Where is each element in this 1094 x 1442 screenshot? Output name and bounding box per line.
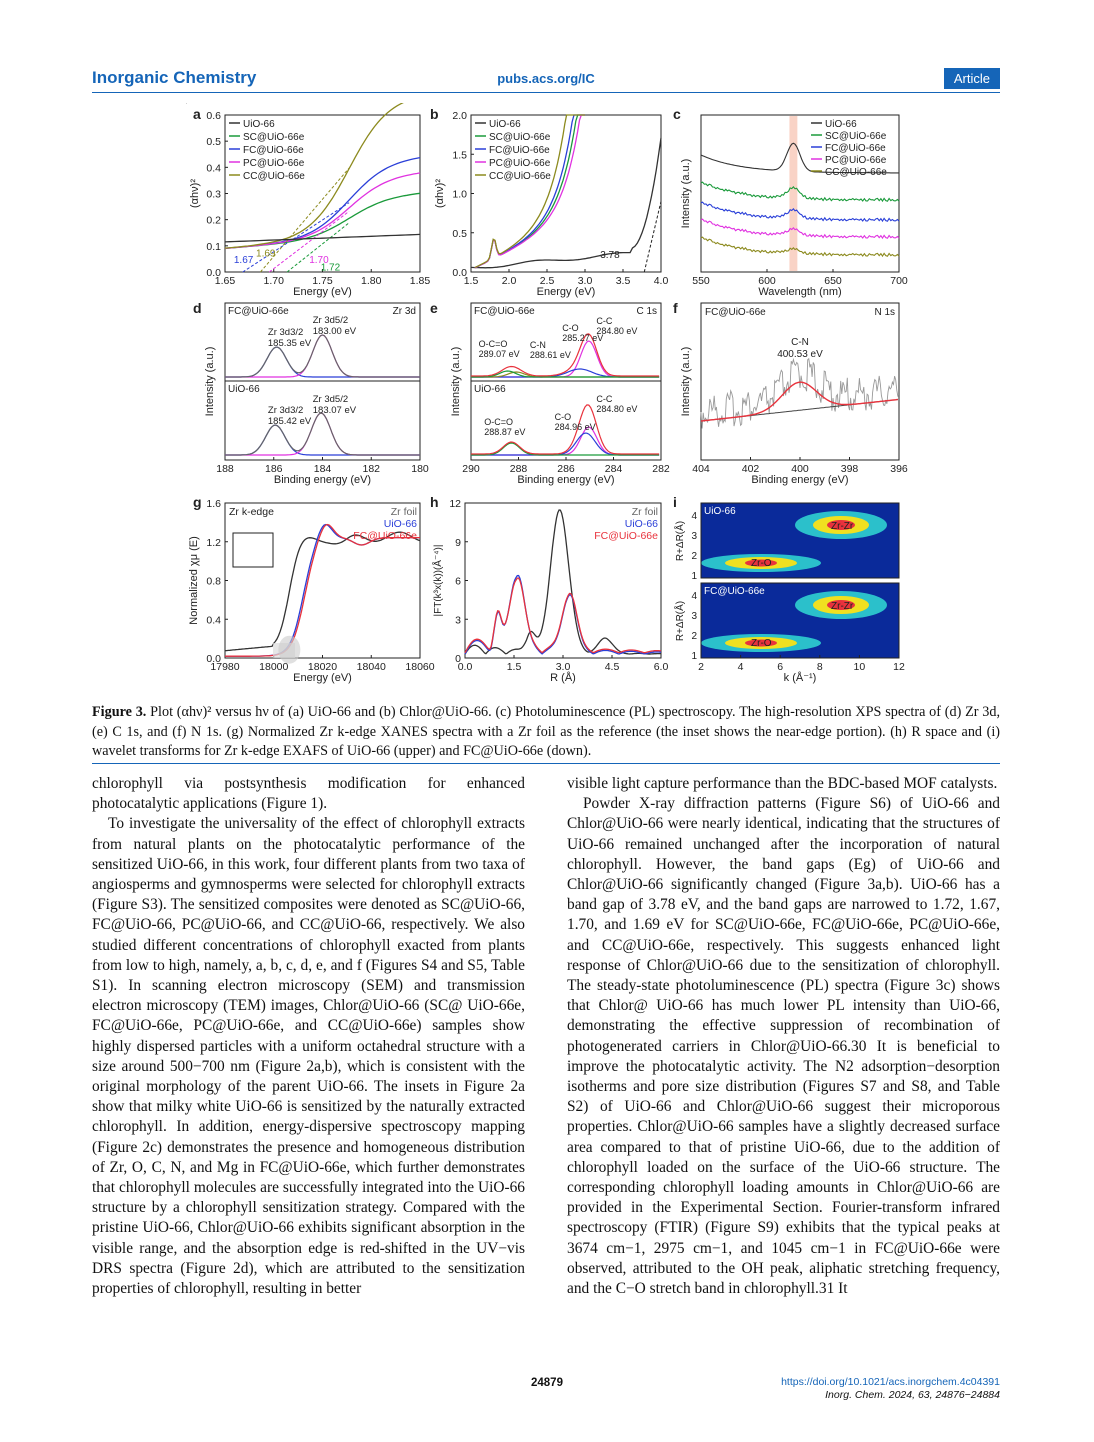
panel-g-inset-frame <box>233 533 273 567</box>
figure-svg <box>185 103 909 693</box>
panel-f-top-title: FC@UiO-66e <box>705 307 766 318</box>
panel-e-xtick-label: 282 <box>652 463 670 475</box>
panel-b-ytick-label: 1.0 <box>452 188 467 201</box>
panel-i-xtick-label: 4 <box>737 661 744 673</box>
panel-a-line-PC@UiO-66e <box>225 173 420 248</box>
panel-b-ytick-label: 0.0 <box>452 267 467 279</box>
panel-a-line-uio66 <box>225 234 420 242</box>
panel-a-ylabel: (αhν)² <box>189 179 201 208</box>
panel-c-legend-label: SC@UiO-66e <box>825 131 887 142</box>
panel-g-ytick-label: 1.6 <box>206 498 221 510</box>
panel-g-xlabel: Energy (eV) <box>293 672 352 684</box>
panel-d-bottom-peak <box>225 425 420 455</box>
panel-i-xtick-label: 2 <box>698 661 704 673</box>
panel-i-ytick-label: 1 <box>691 571 697 582</box>
panel-a-legend-label: UiO-66 <box>243 119 275 130</box>
panel-c-xtick-label: 650 <box>824 275 842 287</box>
panel-d-label: 183.00 eV <box>312 326 357 337</box>
panel-i-ytick-label: 4 <box>691 591 697 602</box>
panel-d-bottom-title: UiO-66 <box>228 384 260 395</box>
panel-b-xtick-label: 3.5 <box>615 275 631 287</box>
panel-g-legend-label: Zr foil <box>390 506 417 518</box>
caption-text: Plot (αhν)² versus hν of (a) UiO-66 and (b) Chlor@UiO-66. (c) Photoluminescence (PL) spectroscopy. The high-resolution XPS spectra of (d) Zr 3d, (e) C 1s, and (f) N 1s. (g) Normalized Zr k-edge XANES spectra with a Zr foil as the reference (the inset shows the near-edge portion). (h) R space and (i) wavelet transforms for Zr k-edge EXAFS of UiO-66 (upper) and FC@UiO-66e (down). <box>92 704 1000 759</box>
panel-a-gap: 1.70 <box>309 254 329 266</box>
panel-e-xtick-label: 284 <box>604 463 623 475</box>
panel-h-ytick-label: 3 <box>455 614 461 627</box>
panel-f-label: 400.53 eV <box>777 349 823 360</box>
panel-i-ylabel: R+ΔR(Å) <box>675 600 686 642</box>
panel-d-label: Zr 3d5/2 <box>312 394 349 405</box>
panel-f-xtick-label: 396 <box>890 463 908 475</box>
panel-i-title: FC@UiO-66e <box>704 586 765 597</box>
article-badge: Article <box>944 68 1000 89</box>
panel-b-ytick-label: 2.0 <box>452 110 467 122</box>
panel-i-title: UiO-66 <box>704 506 736 517</box>
panel-d-label: 185.42 eV <box>267 416 312 427</box>
panel-b-ylabel: (αhν)² <box>434 179 446 208</box>
panel-b-xtick-label: 4.0 <box>653 275 669 287</box>
left-paragraph-2: To investigate the universality of the effect of chlorophyll extracts from natural plants on the photocatalytic performance of the sensitized UiO-66, in this work, four different plants from two taxa of angiosperms and gymnosperms were selected for chlorophyll extracts (Figure S3). The sensitized composites were denoted as SC@UiO-66, FC@UiO-66, PC@UiO-66, and CC@UiO-66, respectively. We also studied different concentrations of chlorophyll exacted from plants from low to high, namely, a, b, c, d, e, and f (Figures S4 and S5, Table S1). In scanning electron microscopy (SEM) and transmission electron microscopy (TEM) images, Chlor@UiO-66 (SC@ UiO-66e, FC@UiO-66e, PC@UiO-66e, and CC@UiO-66e) samples show highly dispersed particles with a uniform octahedral structure with a size around 500−700 nm (Figure 2a,b), which is consistent with the original morphology of the parent UiO-66. The insets in Figure 2a show that milky white UiO-66 is sensitized by the naturally extracted chlorophyll. In addition, energy-dispersive spectroscopy mapping (Figure 2c) demonstrates the presence and homogeneous distribution of Zr, O, C, N, and Mg in FC@UiO-66e, which further demonstrates that chlorophyll molecules are successfully integrated into the UiO-66 structure by a chlorophyll sensitization strategy. Compared with the pristine UiO-66, Chlor@UiO-66 exhibits significant absorption in the visible range, and the absorption edge is red-shifted in the UV−vis DRS spectra (Figure 2d), which are attributed to the sensitization properties of chlorophyll, resulting in better <box>92 815 525 1298</box>
panel-a-xtick-label: 1.80 <box>361 275 382 287</box>
panel-g-ytick-label: 0.0 <box>206 653 221 665</box>
panel-g-xtick-label: 18040 <box>356 661 386 673</box>
panel-b-letter: b <box>430 106 439 122</box>
panel-e-ylabel: Intensity (a.u.) <box>450 346 462 417</box>
panel-c-xtick-label: 600 <box>758 275 776 287</box>
panel-e-label: 288.61 eV <box>529 350 571 360</box>
panel-a-gap: 1.67 <box>233 254 254 266</box>
panel-e-region: C 1s <box>636 306 657 317</box>
panel-a-legend-label: PC@UiO-66e <box>243 158 305 169</box>
panel-d-xtick-label: 180 <box>411 463 429 475</box>
panel-g-ytick-label: 0.4 <box>206 614 221 627</box>
panel-e-top-title: FC@UiO-66e <box>474 306 535 317</box>
panel-d-label: Zr 3d5/2 <box>312 315 349 326</box>
panel-h-ylabel: |FT(k³x(k))(Å⁻⁴)| <box>433 544 444 617</box>
panel-h-xtick-label: 3.0 <box>555 661 571 673</box>
panel-i-xlabel: k (Å⁻¹) <box>783 672 817 684</box>
panel-f-xlabel: Binding energy (eV) <box>751 474 849 486</box>
panel-c-line-PC@UiO-66e <box>701 219 899 238</box>
panel-e-xtick-label: 290 <box>462 463 480 475</box>
panel-b-legend-label: PC@UiO-66e <box>489 158 551 169</box>
panel-f-xtick-label: 402 <box>741 463 760 475</box>
panel-g-legend-label: FC@UiO-66e <box>353 530 417 542</box>
panel-e-label: C-O <box>562 323 579 333</box>
page-number: 24879 <box>531 1377 563 1389</box>
header-rule <box>92 92 1000 93</box>
panel-i-xtick-label: 10 <box>853 661 866 673</box>
page-header <box>92 68 1000 90</box>
panel-a-ytick-label: 0.5 <box>206 136 221 149</box>
panel-g-title: Zr k-edge <box>229 506 274 518</box>
panel-d-label: Zr 3d3/2 <box>267 405 304 416</box>
panel-a-xtick-label: 1.70 <box>263 275 284 287</box>
panel-e-label: 284.96 eV <box>554 422 596 432</box>
panel-d-top-peak <box>225 335 420 377</box>
panel-a-legend-label: FC@UiO-66e <box>243 145 304 156</box>
panel-i-ytick-label: 4 <box>691 511 697 522</box>
panel-d-label: Zr 3d3/2 <box>267 327 304 338</box>
panel-a-ytick-label: 0.4 <box>206 162 221 175</box>
panel-d-label: 185.35 eV <box>267 338 312 349</box>
panel-a-ytick-label: 0.0 <box>206 267 221 279</box>
panel-g-ytick-label: 1.2 <box>206 536 221 549</box>
panel-d-xlabel: Binding energy (eV) <box>273 474 372 486</box>
panel-i-label: Zr-Zr <box>831 601 854 612</box>
panel-i-ytick-label: 2 <box>691 551 697 562</box>
panel-f-label: C-N <box>791 337 809 348</box>
footer-doi[interactable]: https://doi.org/10.1021/acs.inorgchem.4c04391 <box>781 1376 1000 1388</box>
panel-h-xtick-label: 4.5 <box>604 661 620 673</box>
panel-b-gap: 3.78 <box>600 249 620 261</box>
panel-c-legend-label: CC@UiO-66e <box>825 167 887 178</box>
panel-g-xtick-label: 18020 <box>307 661 338 673</box>
panel-e-label: 284.80 eV <box>596 404 638 414</box>
panel-e-label: O-C=O <box>484 417 514 427</box>
panel-c-ylabel: Intensity (a.u.) <box>680 158 692 229</box>
panel-h-legend-label: UiO-66 <box>624 518 658 530</box>
panel-f-letter: f <box>673 300 678 316</box>
panel-c-legend-label: FC@UiO-66e <box>825 143 886 154</box>
panel-f-region: N 1s <box>874 307 895 318</box>
panel-b-xtick-label: 2.5 <box>539 275 555 287</box>
right-paragraph-2: Powder X-ray diffraction patterns (Figure S6) of UiO-66 and Chlor@UiO-66 were nearly identical, indicating that the structures of UiO-66 remained unchanged after the incorporation of natural chlorophyll. However, the band gaps (Eg) of UiO-66 and Chlor@UiO-66 significantly changed (Figure 3a,b). UiO-66 has a band gap of 3.78 eV, and the band gaps are narrowed to 1.72, 1.67, 1.70, and 1.69 eV for SC@UiO-66e, FC@UiO-66e, PC@UiO-66e, and CC@UiO-66e, respectively. This suggests enhanced light response of Chlor@UiO-66 due to the sensitization of chlorophyll. The steady-state photoluminescence (PL) spectra (Figure 3c) shows that Chlor@ UiO-66 has much lower PL intensity than UiO-66, demonstrating the effective suppression of recombination of photogenerated carriers in Chlor@UiO-66.30 It is beneficial to improve the photocatalytic activity. The N2 adsorption−desorption isotherms and pore size distribution (Figures S7 and S8, and Table S2) of UiO-66 and Chlor@UiO-66 suggest their microporous properties. Chlor@UiO-66 samples have a slightly decreased surface area compared to that of pristine UiO-66, due to the addition of chlorophyll loaded on the surface of the UiO-66 structure. The corresponding chlorophyll loading amounts in Chlor@UiO-66 are provided in the Experimental Section. Fourier-transform infrared spectroscopy (FTIR) (Figure S9) exhibits that the typical peaks at 3674 cm−1, 2975 cm−1, and 1045 cm−1 in FC@UiO-66e were observed, attributed to the OH peak, aliphatic stretching frequency, and the C−O stretch band in chlorophyll.31 It <box>567 795 1000 1298</box>
panel-b-legend-label: CC@UiO-66e <box>489 171 551 182</box>
panel-i-ytick-label: 2 <box>691 631 697 642</box>
panel-d-region: Zr 3d <box>392 306 416 317</box>
right-column <box>567 774 1000 1299</box>
panel-d-top-peak <box>225 347 420 377</box>
panel-d-bottom-peak <box>225 413 420 455</box>
panel-e-label: C-C <box>596 394 613 404</box>
panel-a-ytick-label: 0.1 <box>206 240 221 253</box>
left-column <box>92 774 525 1299</box>
panel-e-label: 284.80 eV <box>596 326 638 336</box>
panel-a-xtick-label: 1.85 <box>409 275 431 287</box>
panel-h-xlabel: R (Å) <box>550 672 576 684</box>
panel-f-xtick-label: 398 <box>840 463 859 475</box>
footer-citation <box>781 1376 1000 1402</box>
panel-c-legend-label: PC@UiO-66e <box>825 155 887 166</box>
footer-journal-citation: Inorg. Chem. 2024, 63, 24876−24884 <box>825 1389 1000 1401</box>
panel-c-line-FC@UiO-66e <box>701 202 899 221</box>
panel-h-line-fc <box>465 578 661 653</box>
panel-g-xtick-label: 17980 <box>210 661 240 673</box>
panel-f-ylabel: Intensity (a.u.) <box>680 346 692 417</box>
panel-b-xtick-label: 2.0 <box>501 275 517 287</box>
panel-d-letter: d <box>193 300 202 316</box>
panel-c-xtick-label: 550 <box>692 275 710 287</box>
panel-h-letter: h <box>430 494 439 510</box>
panel-a-legend-label: SC@UiO-66e <box>243 132 305 143</box>
panel-e-xtick-label: 288 <box>509 463 528 475</box>
panel-a-xlabel: Energy (eV) <box>293 286 352 298</box>
panel-a-gap: 1.72 <box>320 262 341 274</box>
left-paragraph-1: chlorophyll via postsynthesis modification for enhanced photocatalytic applications (Figure 1). <box>92 775 525 813</box>
panel-f-xtick-label: 404 <box>692 463 710 475</box>
panel-h-xtick-label: 0.0 <box>457 661 473 673</box>
panel-d-xtick-label: 184 <box>313 463 332 475</box>
panel-a-xtick-label: 1.65 <box>214 275 236 287</box>
panel-g-legend-label: UiO-66 <box>383 518 417 530</box>
panel-d-xtick-label: 182 <box>362 463 381 475</box>
panel-f-xtick-label: 400 <box>791 463 809 475</box>
panel-c-letter: c <box>673 106 681 122</box>
panel-h-legend-label: FC@UiO-66e <box>594 530 658 542</box>
panel-d-ylabel: Intensity (a.u.) <box>204 346 216 417</box>
panel-i-xtick-label: 12 <box>893 661 905 673</box>
panel-i-ytick-label: 1 <box>691 651 697 662</box>
panel-h-legend-label: Zr foil <box>631 506 658 518</box>
panel-d-xtick-label: 188 <box>216 463 234 475</box>
panel-e-bottom-title: UiO-66 <box>474 384 506 395</box>
panel-h-ytick-label: 9 <box>455 536 461 549</box>
panel-b-legend-label: FC@UiO-66e <box>489 145 550 156</box>
panel-g-xtick-label: 18000 <box>259 661 289 673</box>
panel-d-top-peak <box>225 335 420 377</box>
caption-lead: Figure 3. <box>92 704 147 720</box>
panel-d-top-title: FC@UiO-66e <box>228 306 289 317</box>
panel-a-ytick-label: 0.2 <box>206 214 221 227</box>
panel-c-xtick-label: 700 <box>890 275 908 287</box>
panel-i-letter: i <box>673 494 677 510</box>
panel-a-ytick-label: 0.6 <box>206 110 221 122</box>
panel-g-ytick-label: 0.8 <box>206 575 221 588</box>
panel-e-label: C-C <box>596 316 613 326</box>
panel-i-ylabel: R+ΔR(Å) <box>675 520 686 562</box>
panel-h-xtick-label: 1.5 <box>506 661 522 673</box>
figure-3 <box>185 103 909 693</box>
panel-i-xtick-label: 6 <box>777 661 784 673</box>
panel-h-ytick-label: 0 <box>455 653 461 665</box>
panel-e-label: 285.27 eV <box>562 333 604 343</box>
panel-c-xlabel: Wavelength (nm) <box>758 286 842 298</box>
panel-e-xlabel: Binding energy (eV) <box>517 474 615 486</box>
panel-d-xtick-label: 186 <box>264 463 283 475</box>
panel-b-ytick-label: 1.5 <box>452 149 467 162</box>
panel-g-xtick-label: 18060 <box>405 661 435 673</box>
panel-a-letter: a <box>193 106 201 122</box>
panel-b-xtick-label: 3.0 <box>577 275 593 287</box>
panel-i-xtick-label: 8 <box>816 661 823 673</box>
panel-b-xtick-label: 1.5 <box>463 275 479 287</box>
panel-e-label: C-O <box>554 412 572 422</box>
panel-b-ytick-label: 0.5 <box>452 227 467 240</box>
journal-url[interactable]: pubs.acs.org/IC <box>497 71 595 86</box>
panel-g-letter: g <box>193 494 202 510</box>
journal-title[interactable]: Inorganic Chemistry <box>92 68 257 87</box>
panel-i-ytick-label: 3 <box>691 531 697 542</box>
panel-g-ylabel: Normalized χμ (E) <box>188 536 200 625</box>
caption-rule <box>92 763 1000 764</box>
panel-a-xtick-label: 1.75 <box>312 275 333 287</box>
panel-e-xtick-label: 286 <box>557 463 575 475</box>
panel-h-ytick-label: 12 <box>449 498 461 510</box>
panel-a-legend-label: CC@UiO-66e <box>243 171 305 182</box>
panel-i-label: Zr-O <box>751 558 772 569</box>
panel-c-legend-label: UiO-66 <box>825 119 857 130</box>
panel-e-label: 289.07 eV <box>478 349 520 359</box>
panel-f-fit <box>701 382 898 421</box>
panel-c-line-SC@UiO-66e <box>701 182 899 201</box>
panel-b-xlabel: Energy (eV) <box>536 286 596 298</box>
panel-b-legend-label: SC@UiO-66e <box>489 132 551 143</box>
figure-caption <box>92 703 1000 762</box>
panel-d-label: 183.07 eV <box>312 405 357 416</box>
panel-e-label: C-N <box>529 340 546 350</box>
panel-a-line-SC@UiO-66e <box>225 193 420 248</box>
panel-h-xtick-label: 6.0 <box>653 661 669 673</box>
panel-a-gap: 1.69 <box>256 248 276 260</box>
panel-i-label: Zr-O <box>751 638 772 649</box>
panel-i-label: Zr-Zr <box>831 521 854 532</box>
right-paragraph-1: visible light capture performance than the BDC-based MOF catalysts. <box>567 775 998 792</box>
panel-b-legend-label: UiO-66 <box>489 119 521 130</box>
panel-e-letter: e <box>430 300 438 316</box>
panel-h-ytick-label: 6 <box>455 575 461 588</box>
panel-b-fit-uio66 <box>644 201 661 272</box>
panel-e-label: O-C=O <box>478 339 508 349</box>
panel-c-line-CC@UiO-66e <box>701 237 899 256</box>
panel-e-label: 288.87 eV <box>484 427 526 437</box>
panel-g-circle <box>278 636 300 664</box>
panel-i-ytick-label: 3 <box>691 611 697 622</box>
panel-a-ytick-label: 0.3 <box>206 188 221 201</box>
panel-d-bottom-peak <box>225 413 420 455</box>
